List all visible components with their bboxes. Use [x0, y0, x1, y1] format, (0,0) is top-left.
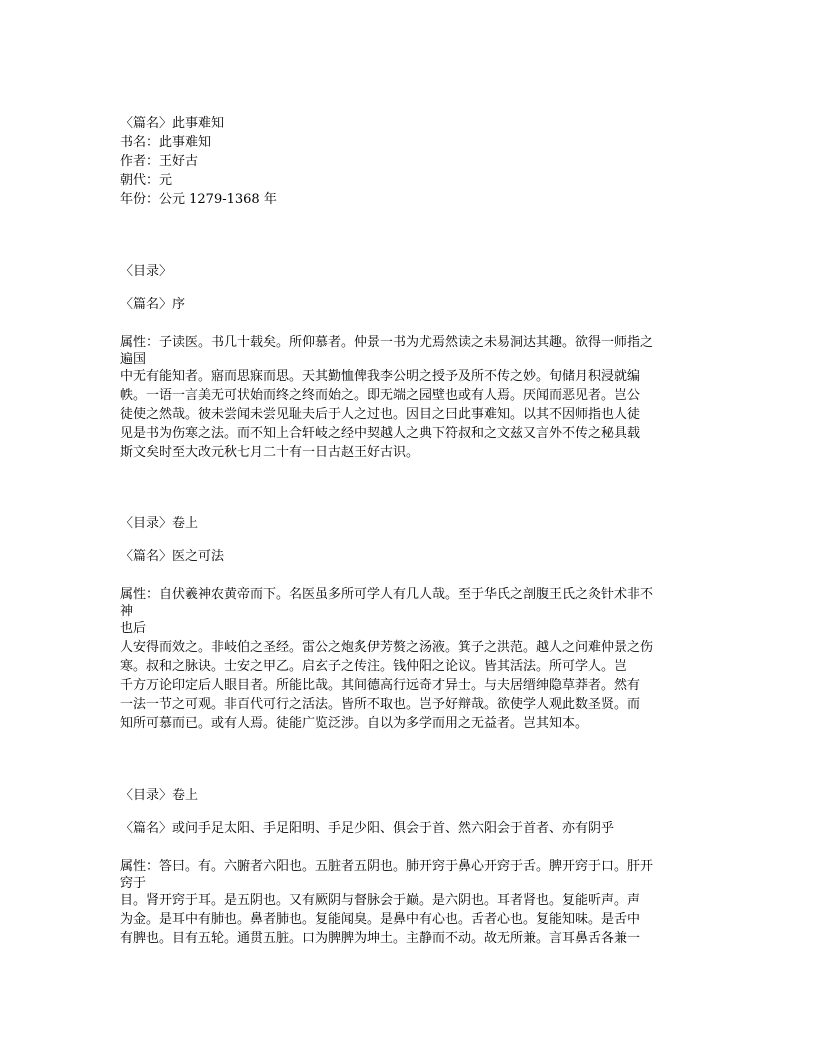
text-line: 见是书为伤寒之法。而不知上合轩岐之经中契越人之典下符叔和之文兹又言外不传之秘具载 [120, 426, 641, 441]
text-line: 目。肾开窍于耳。是五阴也。又有厥阴与督脉会于巅。是六阴也。耳者肾也。复能听声。声 [120, 893, 641, 908]
text-line: 寒。叔和之脉诀。士安之甲乙。启玄子之传注。钱仲阳之论议。皆其活法。所可学人。岂 [120, 659, 628, 674]
text-line: 遍国 [120, 352, 147, 367]
toc-heading: 〈目录〉 [120, 264, 173, 279]
toc-heading: 〈目录〉卷上 [120, 516, 199, 531]
text-line: 属性：自伏羲神农黄帝而下。名医虽多所可学人有几人哉。至于华氏之剖腹王氏之灸针术非不 [120, 587, 654, 602]
text-line: 窍于 [120, 876, 147, 891]
text-line: 人安得而效之。非岐伯之圣经。雷公之炮炙伊芳赘之汤液。箕子之洪范。越人之问难仲景之伤 [120, 640, 654, 655]
author: 作者：王好古 [120, 154, 199, 169]
text-line: 千方万论印定后人眼目者。所能比哉。其间德高行远奇才异士。与夫居缙绅隐草莽者。然有 [120, 678, 641, 693]
book-title: 书名：此事难知 [120, 135, 212, 150]
text-line: 知所可慕而已。或有人焉。徒能广览泛涉。自以为多学而用之无益者。岂其知本。 [120, 716, 589, 731]
text-line: 有脾也。目有五轮。通贯五脏。口为脾脾为坤土。主静而不动。故无所兼。言耳鼻舌各兼一 [120, 931, 641, 946]
text-line: 斯文矣时至大改元秋七月二十有一日古赵王好古识。 [120, 445, 420, 460]
years: 年份：公元 1279-1368 年 [120, 192, 277, 207]
text-line: 属性：子读医。书几十载矣。所仰慕者。仲景一书为尤焉然读之未易洞达其趣。欲得一师指之 [120, 335, 654, 350]
text-line: 中无有能知者。寤而思寐而思。天其勤恤俾我李公明之授予及所不传之妙。旬储月积浸就编 [120, 369, 641, 384]
toc-heading: 〈目录〉卷上 [120, 788, 199, 803]
text-line: 也后 [120, 621, 147, 636]
text-line: 帙。一语一言美无可状始而终之终而始之。即无端之园壁也或有人焉。厌闻而恶见者。岂公 [120, 388, 641, 403]
chapter-heading: 〈篇名〉此事难知 [120, 116, 225, 131]
chapter-heading: 〈篇名〉医之可法 [120, 549, 225, 564]
dynasty: 朝代：元 [120, 173, 173, 188]
text-line: 属性：答曰。有。六腑者六阳也。五脏者五阴也。肺开窍于鼻心开窍于舌。脾开窍于口。肝开 [120, 859, 654, 874]
chapter-heading: 〈篇名〉序 [120, 297, 186, 312]
text-line: 一法一节之可观。非百代可行之活法。皆所不取也。岂予好辩哉。欲使学人观此数圣贤。而 [120, 697, 641, 712]
text-line: 为金。是耳中有肺也。鼻者肺也。复能闻臭。是鼻中有心也。舌者心也。复能知味。是舌中 [120, 912, 641, 927]
text-line: 徒使之然哉。彼未尝闻未尝见耻夫后于人之过也。因目之曰此事难知。以其不因师指也人徒 [120, 407, 641, 422]
chapter-heading: 〈篇名〉或问手足太阳、手足阳明、手足少阳、俱会于首、然六阳会于首者、亦有阴乎 [120, 821, 615, 836]
text-line: 神 [120, 604, 134, 619]
